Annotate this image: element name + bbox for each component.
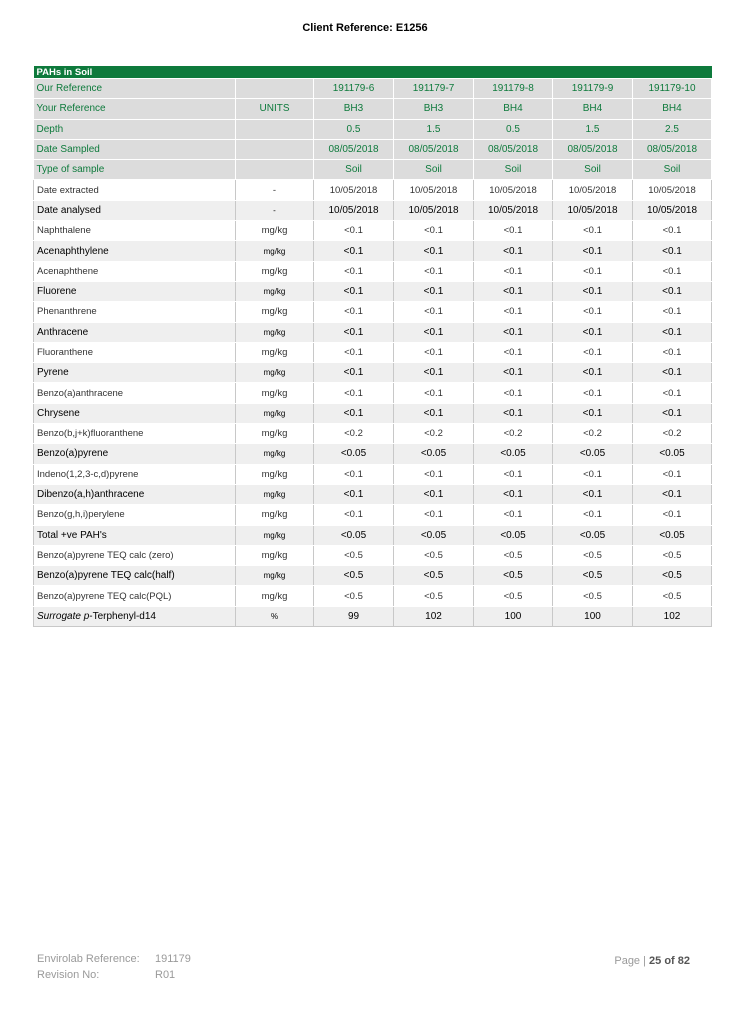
result-value: <0.1 bbox=[314, 383, 394, 403]
result-value: 10/05/2018 bbox=[394, 180, 474, 200]
result-value: <0.1 bbox=[474, 484, 553, 504]
result-value: <0.5 bbox=[394, 566, 474, 586]
result-value: <0.5 bbox=[474, 586, 553, 606]
analyte-units: mg/kg bbox=[236, 383, 314, 403]
client-reference-heading: Client Reference: E1256 bbox=[302, 22, 428, 34]
result-value: <0.1 bbox=[394, 342, 474, 362]
result-value: <0.1 bbox=[394, 363, 474, 383]
result-value: <0.05 bbox=[474, 444, 553, 464]
surrogate-value: 102 bbox=[633, 606, 712, 626]
header-label: Type of sample bbox=[34, 160, 236, 180]
header-value: 191179-6 bbox=[314, 79, 394, 99]
result-value: <0.05 bbox=[394, 525, 474, 545]
result-value: <0.1 bbox=[314, 484, 394, 504]
header-value: 08/05/2018 bbox=[314, 139, 394, 159]
result-value: <0.1 bbox=[314, 281, 394, 301]
analyte-name: Benzo(a)pyrene TEQ calc(half) bbox=[34, 566, 236, 586]
result-value: <0.1 bbox=[394, 484, 474, 504]
header-label: Your Reference bbox=[34, 99, 236, 119]
result-value: <0.05 bbox=[474, 525, 553, 545]
header-value: 1.5 bbox=[394, 119, 474, 139]
result-value: <0.5 bbox=[474, 545, 553, 565]
analyte-row bbox=[34, 586, 712, 606]
result-value: <0.1 bbox=[553, 484, 633, 504]
analyte-units: mg/kg bbox=[236, 363, 314, 383]
result-value: <0.1 bbox=[394, 241, 474, 261]
header-value: BH3 bbox=[314, 99, 394, 119]
result-value: 10/05/2018 bbox=[553, 180, 633, 200]
result-value: <0.2 bbox=[314, 424, 394, 444]
header-units bbox=[236, 160, 314, 180]
analyte-units: mg/kg bbox=[236, 281, 314, 301]
header-value: 191179-8 bbox=[474, 79, 553, 99]
header-label: Depth bbox=[34, 119, 236, 139]
header-value: Soil bbox=[394, 160, 474, 180]
result-value: <0.1 bbox=[474, 383, 553, 403]
revision-label: Revision No: bbox=[37, 969, 100, 981]
analyte-units: mg/kg bbox=[236, 566, 314, 586]
analyte-row bbox=[34, 484, 712, 504]
header-value: BH3 bbox=[394, 99, 474, 119]
result-value: 10/05/2018 bbox=[553, 200, 633, 220]
result-value: <0.5 bbox=[474, 566, 553, 586]
result-value: 10/05/2018 bbox=[633, 200, 712, 220]
result-value: <0.1 bbox=[553, 403, 633, 423]
result-value: <0.1 bbox=[474, 403, 553, 423]
analyte-units: mg/kg bbox=[236, 545, 314, 565]
analyte-row bbox=[34, 403, 712, 423]
result-value: <0.5 bbox=[394, 586, 474, 606]
surrogate-italic: p bbox=[83, 610, 90, 622]
result-value: <0.1 bbox=[633, 383, 712, 403]
surrogate-row bbox=[34, 606, 712, 626]
result-value: <0.1 bbox=[474, 342, 553, 362]
result-value: <0.05 bbox=[633, 444, 712, 464]
result-value: <0.1 bbox=[394, 505, 474, 525]
result-value: <0.5 bbox=[633, 545, 712, 565]
result-value: <0.1 bbox=[553, 261, 633, 281]
analyte-units: mg/kg bbox=[236, 342, 314, 362]
result-value: <0.1 bbox=[474, 261, 553, 281]
surrogate-prefix: Surrogate bbox=[37, 610, 84, 622]
header-row bbox=[34, 139, 712, 159]
envirolab-reference bbox=[37, 953, 191, 965]
analyte-row bbox=[34, 302, 712, 322]
analyte-units: mg/kg bbox=[236, 424, 314, 444]
header-value: BH4 bbox=[553, 99, 633, 119]
analyte-units: mg/kg bbox=[236, 484, 314, 504]
analyte-row bbox=[34, 424, 712, 444]
result-value: <0.1 bbox=[474, 221, 553, 241]
analyte-units: mg/kg bbox=[236, 261, 314, 281]
header-value: 0.5 bbox=[314, 119, 394, 139]
analyte-units: mg/kg bbox=[236, 302, 314, 322]
header-value: Soil bbox=[314, 160, 394, 180]
result-value: <0.1 bbox=[474, 363, 553, 383]
analyte-name: Indeno(1,2,3-c,d)pyrene bbox=[34, 464, 236, 484]
result-value: <0.1 bbox=[633, 261, 712, 281]
analyte-units: mg/kg bbox=[236, 505, 314, 525]
result-value: <0.5 bbox=[553, 566, 633, 586]
header-row bbox=[34, 119, 712, 139]
header-units: UNITS bbox=[236, 99, 314, 119]
page-number: 25 of 82 bbox=[649, 955, 690, 967]
result-value: <0.1 bbox=[474, 281, 553, 301]
analyte-row bbox=[34, 383, 712, 403]
result-value: <0.1 bbox=[553, 281, 633, 301]
header-value: BH4 bbox=[474, 99, 553, 119]
result-value: <0.1 bbox=[314, 261, 394, 281]
analyte-name: Acenaphthene bbox=[34, 261, 236, 281]
analyte-row bbox=[34, 241, 712, 261]
analyte-units: mg/kg bbox=[236, 221, 314, 241]
surrogate-suffix: -Terphenyl-d14 bbox=[89, 610, 156, 622]
result-value: <0.2 bbox=[633, 424, 712, 444]
analyte-row bbox=[34, 444, 712, 464]
result-value: <0.1 bbox=[553, 505, 633, 525]
revision-number bbox=[37, 969, 176, 981]
header-label: Our Reference bbox=[34, 79, 236, 99]
result-value: <0.1 bbox=[633, 302, 712, 322]
result-value: 10/05/2018 bbox=[633, 180, 712, 200]
result-value: <0.1 bbox=[633, 505, 712, 525]
analyte-row bbox=[34, 505, 712, 525]
result-value: <0.2 bbox=[474, 424, 553, 444]
result-value: 10/05/2018 bbox=[394, 200, 474, 220]
result-value: <0.1 bbox=[314, 505, 394, 525]
result-value: <0.1 bbox=[553, 383, 633, 403]
result-value: <0.5 bbox=[633, 586, 712, 606]
result-value: <0.1 bbox=[633, 281, 712, 301]
result-value: <0.1 bbox=[314, 403, 394, 423]
result-value: <0.1 bbox=[553, 221, 633, 241]
result-value: <0.1 bbox=[553, 302, 633, 322]
result-value: <0.1 bbox=[633, 221, 712, 241]
analyte-name: Benzo(b,j+k)fluoranthene bbox=[34, 424, 236, 444]
result-value: <0.1 bbox=[314, 302, 394, 322]
result-value: <0.1 bbox=[553, 241, 633, 261]
header-units bbox=[236, 139, 314, 159]
result-value: <0.5 bbox=[553, 545, 633, 565]
header-value: 1.5 bbox=[553, 119, 633, 139]
result-value: 10/05/2018 bbox=[474, 180, 553, 200]
result-value: <0.2 bbox=[553, 424, 633, 444]
page-label: Page | bbox=[614, 955, 646, 967]
result-value: <0.1 bbox=[314, 363, 394, 383]
analyte-row bbox=[34, 342, 712, 362]
result-value: <0.5 bbox=[394, 545, 474, 565]
header-row bbox=[34, 99, 712, 119]
result-value: <0.1 bbox=[633, 403, 712, 423]
result-value: <0.1 bbox=[474, 302, 553, 322]
header-row bbox=[34, 79, 712, 99]
result-value: <0.1 bbox=[553, 363, 633, 383]
result-value: <0.1 bbox=[314, 342, 394, 362]
result-value: <0.5 bbox=[553, 586, 633, 606]
header-value: BH4 bbox=[633, 99, 712, 119]
result-value: 10/05/2018 bbox=[474, 200, 553, 220]
result-value: <0.1 bbox=[394, 403, 474, 423]
analyte-name: Naphthalene bbox=[34, 221, 236, 241]
header-value: Soil bbox=[474, 160, 553, 180]
analyte-name: Pyrene bbox=[34, 363, 236, 383]
analyte-row bbox=[34, 200, 712, 220]
result-value: <0.1 bbox=[633, 484, 712, 504]
analyte-row bbox=[34, 566, 712, 586]
surrogate-value: 99 bbox=[314, 606, 394, 626]
analyte-units: mg/kg bbox=[236, 444, 314, 464]
header-row bbox=[34, 160, 712, 180]
result-value: 10/05/2018 bbox=[314, 200, 394, 220]
result-value: <0.5 bbox=[314, 566, 394, 586]
result-value: <0.05 bbox=[314, 444, 394, 464]
analyte-units: mg/kg bbox=[236, 586, 314, 606]
analyte-row bbox=[34, 545, 712, 565]
analyte-name: Date analysed bbox=[34, 200, 236, 220]
header-value: Soil bbox=[633, 160, 712, 180]
result-value: <0.05 bbox=[314, 525, 394, 545]
result-value: <0.1 bbox=[553, 342, 633, 362]
result-value: <0.1 bbox=[314, 221, 394, 241]
result-value: <0.1 bbox=[633, 363, 712, 383]
result-value: <0.1 bbox=[474, 322, 553, 342]
section-title-row bbox=[34, 66, 712, 79]
analyte-row bbox=[34, 180, 712, 200]
result-value: <0.1 bbox=[474, 464, 553, 484]
analyte-name: Benzo(g,h,i)perylene bbox=[34, 505, 236, 525]
revision-value: R01 bbox=[155, 969, 176, 981]
surrogate-name bbox=[34, 606, 236, 626]
envirolab-reference-value: 191179 bbox=[155, 953, 191, 965]
result-value: 10/05/2018 bbox=[314, 180, 394, 200]
result-value: <0.1 bbox=[394, 221, 474, 241]
analyte-units: - bbox=[236, 180, 314, 200]
analyte-row bbox=[34, 363, 712, 383]
result-value: <0.1 bbox=[474, 241, 553, 261]
analyte-name: Date extracted bbox=[34, 180, 236, 200]
result-value: <0.1 bbox=[553, 464, 633, 484]
page-indicator bbox=[614, 955, 690, 967]
analyte-name: Acenaphthylene bbox=[34, 241, 236, 261]
section-title: PAHs in Soil bbox=[34, 66, 236, 79]
result-value: <0.1 bbox=[553, 322, 633, 342]
header-value: 0.5 bbox=[474, 119, 553, 139]
header-value: 08/05/2018 bbox=[394, 139, 474, 159]
analyte-units: mg/kg bbox=[236, 241, 314, 261]
result-value: <0.1 bbox=[314, 322, 394, 342]
surrogate-units: % bbox=[236, 606, 314, 626]
analyte-row bbox=[34, 281, 712, 301]
surrogate-value: 100 bbox=[553, 606, 633, 626]
analyte-units: - bbox=[236, 200, 314, 220]
result-value: <0.05 bbox=[394, 444, 474, 464]
header-value: 2.5 bbox=[633, 119, 712, 139]
result-value: <0.5 bbox=[633, 566, 712, 586]
result-value: <0.1 bbox=[394, 281, 474, 301]
result-value: <0.1 bbox=[394, 302, 474, 322]
analyte-name: Fluorene bbox=[34, 281, 236, 301]
analyte-name: Dibenzo(a,h)anthracene bbox=[34, 484, 236, 504]
header-units bbox=[236, 79, 314, 99]
surrogate-value: 100 bbox=[474, 606, 553, 626]
result-value: <0.1 bbox=[314, 241, 394, 261]
result-value: <0.1 bbox=[394, 261, 474, 281]
header-units bbox=[236, 119, 314, 139]
result-value: <0.1 bbox=[394, 383, 474, 403]
analyte-units: mg/kg bbox=[236, 403, 314, 423]
analyte-name: Fluoranthene bbox=[34, 342, 236, 362]
header-value: 08/05/2018 bbox=[633, 139, 712, 159]
result-value: <0.1 bbox=[314, 464, 394, 484]
result-value: <0.1 bbox=[633, 241, 712, 261]
analyte-row bbox=[34, 221, 712, 241]
result-value: <0.1 bbox=[394, 322, 474, 342]
envirolab-reference-label: Envirolab Reference: bbox=[37, 953, 140, 965]
header-label: Date Sampled bbox=[34, 139, 236, 159]
header-value: 191179-7 bbox=[394, 79, 474, 99]
header-value: 191179-10 bbox=[633, 79, 712, 99]
result-value: <0.05 bbox=[633, 525, 712, 545]
analyte-units: mg/kg bbox=[236, 464, 314, 484]
header-value: 08/05/2018 bbox=[474, 139, 553, 159]
header-value: 08/05/2018 bbox=[553, 139, 633, 159]
result-value: <0.5 bbox=[314, 545, 394, 565]
analyte-name: Phenanthrene bbox=[34, 302, 236, 322]
surrogate-value: 102 bbox=[394, 606, 474, 626]
analyte-row bbox=[34, 525, 712, 545]
analyte-units: mg/kg bbox=[236, 322, 314, 342]
analyte-name: Total +ve PAH's bbox=[34, 525, 236, 545]
analyte-row bbox=[34, 322, 712, 342]
analyte-name: Chrysene bbox=[34, 403, 236, 423]
result-value: <0.2 bbox=[394, 424, 474, 444]
result-value: <0.05 bbox=[553, 525, 633, 545]
result-value: <0.5 bbox=[314, 586, 394, 606]
result-value: <0.1 bbox=[633, 322, 712, 342]
pahs-results-table bbox=[33, 66, 712, 627]
header-value: 191179-9 bbox=[553, 79, 633, 99]
result-value: <0.05 bbox=[553, 444, 633, 464]
analyte-name: Benzo(a)pyrene TEQ calc(PQL) bbox=[34, 586, 236, 606]
analyte-units: mg/kg bbox=[236, 525, 314, 545]
analyte-name: Benzo(a)pyrene bbox=[34, 444, 236, 464]
result-value: <0.1 bbox=[633, 464, 712, 484]
result-value: <0.1 bbox=[633, 342, 712, 362]
analyte-row bbox=[34, 261, 712, 281]
analyte-row bbox=[34, 464, 712, 484]
result-value: <0.1 bbox=[394, 464, 474, 484]
analyte-name: Benzo(a)anthracene bbox=[34, 383, 236, 403]
result-value: <0.1 bbox=[474, 505, 553, 525]
header-value: Soil bbox=[553, 160, 633, 180]
analyte-name: Benzo(a)pyrene TEQ calc (zero) bbox=[34, 545, 236, 565]
analyte-name: Anthracene bbox=[34, 322, 236, 342]
